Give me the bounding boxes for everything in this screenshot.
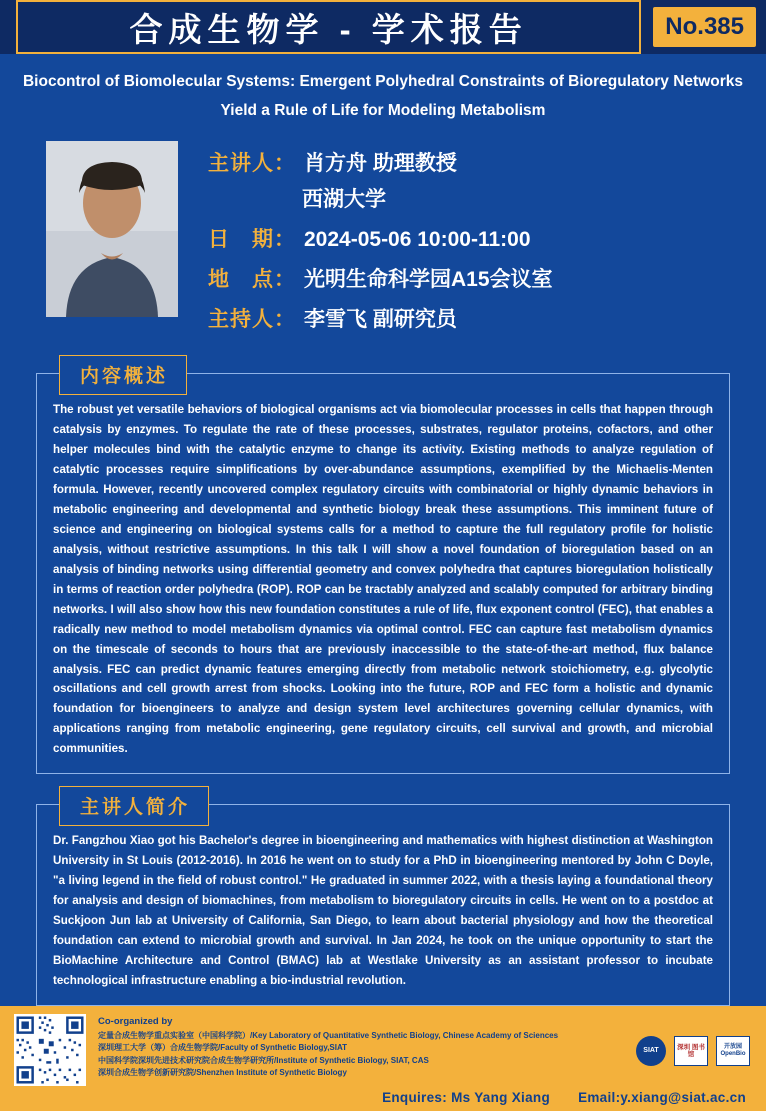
page-title [0,54,766,133]
org-line-4: 深圳合成生物学创新研究院/Shenzhen Institute of Synthetic Biology [98,1067,347,1077]
speaker-affiliation: 西湖大学 [302,188,386,212]
date-label: 日 期： [208,228,296,252]
poster-header [0,0,766,54]
library-logo: 深圳 图书馆 [674,1036,708,1066]
siat-logo: SIAT [636,1036,666,1066]
talk-title-line1: Biocontrol of Biomolecular Systems: Emergent Polyhedral Constraints of Bioregulatory Networks [22,73,744,90]
host-row [208,303,553,333]
speaker-photo-illustration [46,141,178,317]
abstract-section [36,366,730,774]
partner-logo: 开放园 OpenBio [716,1036,750,1066]
talk-title-line2: Yield a Rule of Life for Modeling Metabolism [220,101,546,119]
header-issue-number: No.385 [653,7,756,47]
org-line-1: 定量合成生物学重点实验室（中国科学院）/Key Laboratory of Quantitative Synthetic Biology, Chinese Academy of Sciences [98,1030,559,1040]
speaker-name-row [208,147,553,177]
org-line-2: 深圳理工大学（筹）合成生物学院/Faculty of Synthetic Biology,SIAT [98,1043,348,1053]
speaker-name: 肖方舟 助理教授 [304,152,457,176]
contact-row [14,1086,752,1105]
bio-section [36,797,730,1006]
date-value: 2024-05-06 10:00-11:00 [304,228,531,252]
speaker-label: 主讲人： [208,152,296,176]
speaker-photo [46,141,178,317]
speaker-details [208,141,553,343]
qr-code[interactable] [14,1014,86,1086]
date-row [208,223,553,253]
qr-code-icon [14,1014,86,1086]
enquires-text: Enquires: Ms Yang Xiang [382,1089,550,1105]
partner-logos [636,1014,752,1066]
co-organized-label: Co-organized by [98,1015,173,1027]
organizers [98,1014,636,1080]
footer-top [14,1014,752,1086]
email-text[interactable]: Email:y.xiang@siat.ac.cn [578,1089,746,1105]
header-title: 合成生物学 - 学术报告 [129,10,528,48]
venue-label: 地 点： [208,268,296,292]
header-title-frame [16,0,641,54]
venue-value: 光明生命科学园A15会议室 [304,268,553,292]
poster-footer [0,1006,766,1111]
org-line-3: 中国科学院深圳先进技术研究院合成生物学研究所/Institute of Synthetic Biology, SIAT, CAS [98,1055,429,1065]
host-label: 主持人： [208,308,296,332]
bio-body: Dr. Fangzhou Xiao got his Bachelor's degree in bioengineering and mathematics with highest distinction at Washington University in St Louis (2012-2016). In 2016 he went on to study for a PhD in bioengineering mentored by John C Doyle, "a living legend in the field of robust control." He graduated in summer 2022, with a thesis laying a foundational theory for analysis and design of biomachines, from metabolism to bioregulatory circuits in cells. He went on to a postdoc at Suckjoon Jun lab at University of California, San Diego, to learn about bacterial physiology and how the theoretical foundation can extend to microbial growth and survival. In Jan 2024, he took on the unique opportunity to start the BioMachine Architecture and Control (BMAC) lab at Westlake University as an assistant professor to incubate technological infrastructure enabling a bio-industrial revolution. [53,834,713,987]
bio-tag: 主讲人简介 [59,786,209,826]
venue-row [208,263,553,293]
abstract-tag: 内容概述 [59,355,187,395]
abstract-body: The robust yet versatile behaviors of biological organisms act via biomolecular processes in cells that happen through catalysis by enzymes. To regulate the rate of these processes, substrates, regulator proteins, cofactors, and other helper molecules bind with the catalytic enzyme to change its activity. Existing methods to analyze regulation of catalytic processes require simplifications by over-abundance assumptions, exemplified by the Michaelis-Menten formula. However, recently uncovered complex regulatory circuits with combinatorial or highly dynamic behaviors in metabolic engineering and developmental and synthetic biology break these assumptions. This imminent future of science and engineering on biological systems calls for a method to capture the full regulatory profile for holistic analysis, without restrictive assumptions. In this talk I will show a novel foundation of bioregulation based on an analysis of binding networks using differential geometry and convex polyhedra that captures bioregulation holistically in terms of reaction order polyhedra (ROP). ROP can be tractably analyzed and scalably computed for arbitrary binding networks. I will also show how this new foundation constitutes a rule of life, flux exponent control (FEC), that enables a radically new method to model metabolism dynamics via optimal control. FEC can capture fast metabolism dynamics on the timescale of seconds to hours that are previously inaccessible to the state-of-the-art method, flux balance analysis. FEC can predict dynamic features emerging directly from metabolic network stoichiometry, e.g. glycolytic oscillations and cell growth arrest from shocks. Looking into the future, ROP and FEC form a holistic and dynamic foundation for bioengineers to analyze and design system level architectures governing cellular dynamics, with applications ranging from metabolic engineering, gene regulatory circuits, cell survival and growth, and microbial communities. [53,403,713,756]
speaker-section [0,133,766,349]
host-value: 李雪飞 副研究员 [304,308,457,332]
